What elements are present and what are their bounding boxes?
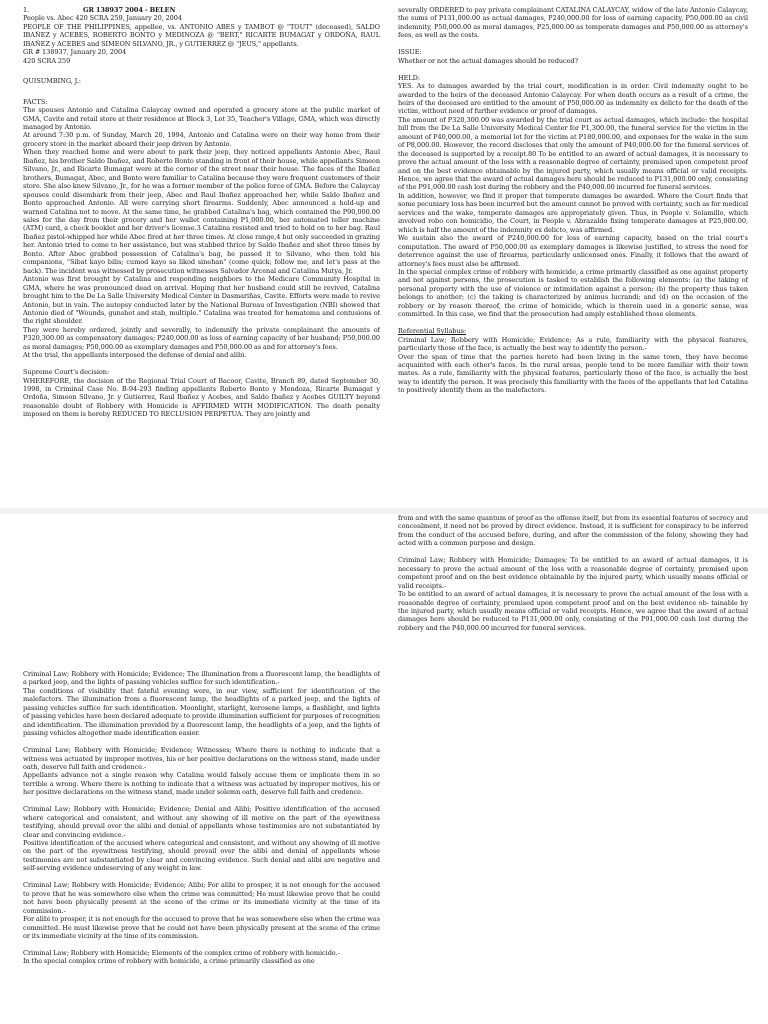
held-paragraph: We sustain also the award of P240,000.00 for loss of earning capacity, based on the trial court's computation. The award of P50,000.00 as exemplary damages is likewise justified, to stress the need for deterrence against the use of firearms, particularly unlicensed ones. Finally, it follows that the award of attorney's fees must also be affirmed. xyxy=(398,234,748,268)
case-scra: 420 SCRA 259 xyxy=(23,56,71,65)
syllabus-entry: Criminal Law; Robbery with Homicide; Evidence; The illumination from a fluorescent lamp, the headlights of a parked jeep, and the lights of passing vehicles suffice for such identification.- xyxy=(23,670,380,687)
held-paragraph: YES. As to damages awarded by the trial court, modification is in order. Civil indemnity ought to be awarded to the heirs of the deceased Antonio Calaycay. For when death occurs as a result of a crime, the heirs of the deceased are entitled to the amount of P50,000.00 as indemnity ex delicto for the death of the victim, without need of further evidence or proof of damages. xyxy=(398,82,748,116)
page-2-right-column xyxy=(398,514,748,664)
facts-paragraph: When they reached home and were about to park their jeep, they noticed appellants Antonio Abec, Raul Ibañez, his brother Saldo Ibañez, and Roberto Bonto standing in front of their house, while appellants Simeon Silvano, Jr., and Ricarte Bumagat were at the corner of the street near their house. The faces of the Ibañez brothers, Bumagat, Abec, and Bonto were familiar to Catalina because they were frequent customers of their store. She also knew Silvano, Jr., for he was a former member of the police force of GMA. Before the Calaycay spouses could disembark from their jeep, Abec and Raul Ibañez approached her, while Saldo Ibañez and Bonto approached Antonio. All were carrying short firearms. Suddenly, Abec announced a hold-up and warned Catalina not to move. At the same time, he grabbed Catalina's bag, which contained the P90,000.00 sales for the day from their grocery and her wallet containing P1,000.00, her automated teller machine (ATM) card, a check booklet and her driver's license.3 Catalina resisted and tried to hold on to her bag. Raul Ibañez pistol-whipped her while Abec fired at her three times. At close range,4 but only succeeded in grazing her. Antonio tried to come to her assistance, but was stabbed thrice by Saldo Ibañez and shot three times by Bonto. After Abec grabbed possession of Catalina's bag, he passed it to Silvano, who then told his companions, "Sibat kayo bilis; cumod kayo sa likod sinehan" (come quick; follow me, and let's pass at the back). The incident was witnessed by prosecution witnesses Salvador Arcenal and Catalina Mutya, Jr. xyxy=(23,148,380,275)
facts-paragraph: The spouses Antonio and Catalina Calaycay owned and operated a grocery store at the public market of GMA, Cavite and retail store at their residence at Block 3, Lot 35, Teacher's Village, GMA, which was directly managed by Antonio. xyxy=(23,106,380,131)
issue-text: Whether or not the actual damages should be reduced? xyxy=(398,56,579,65)
syllabus-entry: Criminal Law; Robbery with Homicide; Damages; To be entitled to an award of actual damages, it is necessary to prove the actual amount of the loss with a reasonable degree of certainty, premised upon competent proof and on the best evidence obtainable by the injured party, which usually means official or valid receipts.- xyxy=(398,556,748,590)
document-page-1 xyxy=(0,0,768,510)
syllabus-entry: Criminal Law; Robbery with Homicide; Evidence; Denial and Alibi; Positive identification of the accused where categorical and consistent, and without any showing of ill motive on the part of the eyewitness testifying, should prevail over the alibi and denial of appellants whose testimonies are not substantiated by clear and convincing evidence.- xyxy=(23,805,380,839)
facts-paragraph: At around 7:30 p.m. of Sunday, March 20, 1994, Antonio and Catalina were on their way home from their grocery store in the market aboard their jeep driven by Antonio. xyxy=(23,131,380,148)
page-1-right-column xyxy=(398,6,748,436)
decision-continuation: severally ORDERED to pay private complainant CATALINA CALAYCAY, widow of the late Antonio Calaycay, the sums of P131,000.00 as actual damages, P240,000.00 for loss of earning capacity, P50,000.00 as civil indemnity, P50,000.00 as moral damages, P25,000.00 as temperate damages and P50,000.00 as attorney's fees, as well as the costs. xyxy=(398,6,748,40)
syllabus-entry: Appellants advance not a single reason why Catalina would falsely accuse them or implicate them in so terrible a wrong. Where there is nothing to indicate that a witness was actuated by improper motives, his or her positive declarations on the witness stand, made under solemn oath, deserve full faith and credence. xyxy=(23,771,380,797)
case-parties: PEOPLE OF THE PHILIPPINES, appellee, vs. ANTONIO ABES y TAMBOT @ "TOUT" (deceased), SALDO IBAÑEZ y ACEBES, ROBERTO BONTO y MEDINOZA @ "BERT," RICARTE BUMAGAT y ORDOÑA, RAUL IBAÑEZ y ACEBES and SIMEON SILVANO, JR., y GUTIERREZ @ "JEUS," appellants. xyxy=(23,22,380,48)
syllabus-entry: Criminal Law; Robbery with Homicide; Evidence; Witnesses; Where there is nothing to indicate that a witness was actuated by improper motives, his or her positive declarations on the witness stand, made under oath, deserve full faith and credence.- xyxy=(23,746,380,771)
case-number: 1. xyxy=(23,6,30,14)
facts-paragraph: Antonio was first brought by Catalina and responding neighbors to the Medicare Community Hospital in GMA, where he was pronounced dead on arrival. Hoping that her husband could still be revived, Catalina brought him to the De La Salle University Medical Center in Dasmariñas, Cavite. Efforts were made to revive Antonio, but in vain. The autopsy conducted later by the National Bureau of Investigation (NBI) showed that Antonio died of "Wounds, gunshot and stab, multiple." Catalina was treated for hematoma and contusions of the right shoulder. xyxy=(23,275,380,326)
syllabus-entry: Criminal Law; Robbery with Homicide; Evidence; Alibi; For alibi to prosper, it is not enough for the accused to prove that he was somewhere else when the crime was committed; He must likewise prove that he could not have been physically present at the scene of the crime or its immediate vicinity at the time of its commission.- xyxy=(23,881,380,915)
case-citation: People vs. Abec 420 SCRA 259, January 20, 2004 xyxy=(23,14,183,23)
referential-syllabus-heading: Referential Syllabus: xyxy=(398,327,467,336)
page-2-left-column xyxy=(23,520,380,1024)
syllabus-entry: Positive identification of the accused where categorical and consistent, and without any showing of ill motive on the part of the eyewitness testifying, should prevail over the alibi and denial of appellants whose testimonies are not substantiated by clear and convincing evidence. Such denial and alibi are negative and self-serving evidence undeserving of any weight in law. xyxy=(23,839,380,873)
syllabus-entry: For alibi to prosper, it is not enough for the accused to prove that he was somewhere else when the crime was committed. He must likewise prove that he could not have been physically present at the scene of the crime or its immediate vicinity at the time of its commission. xyxy=(23,915,380,940)
held-heading: HELD: xyxy=(398,73,421,82)
decision-heading: Supreme Court's decision: xyxy=(23,368,110,377)
syllabus-entry: To be entitled to an award of actual damages, it is necessary to prove the actual amount of the loss with a reasonable degree of certainty, premised upon competent proof and on the best evidence ob- tainable by the injured party, which usually means official or valid receipts. Hence, we agree that the award of actual damages here should be reduced to P131,000.00 only, consisting of the P91,000.00 cash lost during the robbery and the P40,000.00 incurred for funeral services. xyxy=(398,590,748,632)
held-paragraph: In the special complex crime of robbery with homicide, a crime primarily classified as one against property and not against persons, the prosecution is tasked to establish the following elements: (a) the taking of personal property with the use of violence or intimidation against a person; (b) the property thus taken belongs to another; (c) the taking is characterized by animus lucrandi; and (d) on the occasion of the robbery or by reason thereof, the crime of homicide, which is therein used in a generic sense, was committed. In this case, we find that the prosecution had amply established those elements. xyxy=(398,268,748,319)
facts-paragraph: At the trial, the appellants interposed the defense of denial and alibi. xyxy=(23,351,247,360)
syllabus-entry: Criminal Law; Robbery with Homicide; Evidence; As a rule, familiarity with the physical features, particularly those of the face, is actually the best way to identify the person.- xyxy=(398,335,748,353)
page-1-left-column xyxy=(23,6,380,508)
issue-heading: ISSUE: xyxy=(398,48,422,57)
facts-paragraph: They were hereby ordered, jointly and severally, to indemnify the private complainant the amounts of P320,300.00 as compensatory damages; P240,000.00 as loss of earning capacity of her husband; P50,000.00 as moral damages; P50,000.00 as exemplary damages and P50,000.00 as and for attorney's fees. xyxy=(23,325,380,351)
case-gr-line: GR # 138937, January 20, 2004 xyxy=(23,48,127,57)
ponente: QUISUMBING, J.: xyxy=(23,77,81,86)
syllabus-entry: The conditions of visibility that fateful evening were, in our view, sufficient for identification of the malefactors. The illumination from a fluorescent lamp, the headlights of a parked jeep, and the lights of passing vehicles suffice for such identification. Moonlight, starlight, kerosene lamps, a flashlight, and lights of passing vehicles have been declared adequate to provide illumination sufficient for purposes of recognition and identification. The illumination provided by a fluorescent lamp, the headlights of a jeep, and the lights of passing vehicles altogether made identification easier. xyxy=(23,686,380,738)
syllabus-entry: In the special complex crime of robbery with homicide, a crime primarily classified as one xyxy=(23,957,315,966)
syllabus-entry: Criminal Law; Robbery with Homicide; Elements of the complex crime of robbery with homicide.- xyxy=(23,948,340,957)
decision-paragraph: WHEREFORE, the decision of the Regional Trial Court of Bacoor, Cavite, Branch 89, dated September 30, 1998, in Criminal Case No. B-94-293 finding appellants Roberto Bonto y Mendoza, Ricarte Bumagat y Ordoña, Simeon Silvano, Jr. y Gutierrez, Raul Ibañez y Acebes, and Saldo Ibañez y Acebes GUILTY beyond reasonable doubt of Robbery with Homicide is AFFIRMED WITH MODIFICATION. The death penalty imposed on them is hereby REDUCED TO RECLUSION PERPETUA. They are jointly and xyxy=(23,376,380,419)
syllabus-entry: from and with the same quantum of proof as the offense itself, but from its essential features of secrecy and concealment, it need not be proved by direct evidence. Instead, it is sufficient for conspiracy to be inferred from the conduct of the accused before, during, and after the commission of the felony, showing they had acted with a common purpose and design. xyxy=(398,514,748,548)
case-header xyxy=(23,6,380,14)
document-page-2 xyxy=(0,514,768,1024)
held-paragraph: The amount of P320,300.00 was awarded by the trial court as actual damages, which include: the hospital bill from the De La Salle University Medical Center for P1,300.00, the funeral service for the victim in the amount of P40,000.00, a memorial lot for the victim at P180,000.00, and expenses for the wake in the sum of P8,000.00. However, the record discloses that only the amount of P40,000.00 for the funeral services of the deceased is supported by a receipt.80 To be entitled to an award of actual damages, it is necessary to prove the actual amount of the loss with a reasonable degree of certainty, premised upon competent proof and on the best evidence obtainable by the injured party, which usually means official or valid receipts. Hence, we agree that the award of actual damages here should be reduced to P131,000.00 only, consisting of the P91,000.00 cash lost during the robbery and the P40,000.00 incurred for funeral services. xyxy=(398,115,748,192)
syllabus-entry: Over the span of time that the parties hereto had been living in the same town, they have become acquainted with each other's faces. In the rural areas, people tend to be more familiar with their town mates. As a rule, familiarity with the physical features, particularly those of the face, is actually the best way to identify the person. It was precisely this familiarity with the faces of the appellants that led Catalina to positively identify them as the malefactors. xyxy=(398,352,748,395)
held-paragraph: In addition, however, we find it proper that temperate damages be awarded. Where the Court finds that some pecuniary loss has been incurred but the amount cannot be proved with certainty, such as for medical services and the wake, temperate damages are appropriately given. Thus, in People v. Solamillo, which involved robo con homicidio, the Court, in People v. Abrazaldo fixing temperate damages at P25,000.00, which is half the amount of the indemnity ex delicto, was affirmed. xyxy=(398,191,748,234)
case-gr-title: GR 138937 2004 - BELEN xyxy=(83,6,176,14)
facts-heading: FACTS: xyxy=(23,97,48,106)
